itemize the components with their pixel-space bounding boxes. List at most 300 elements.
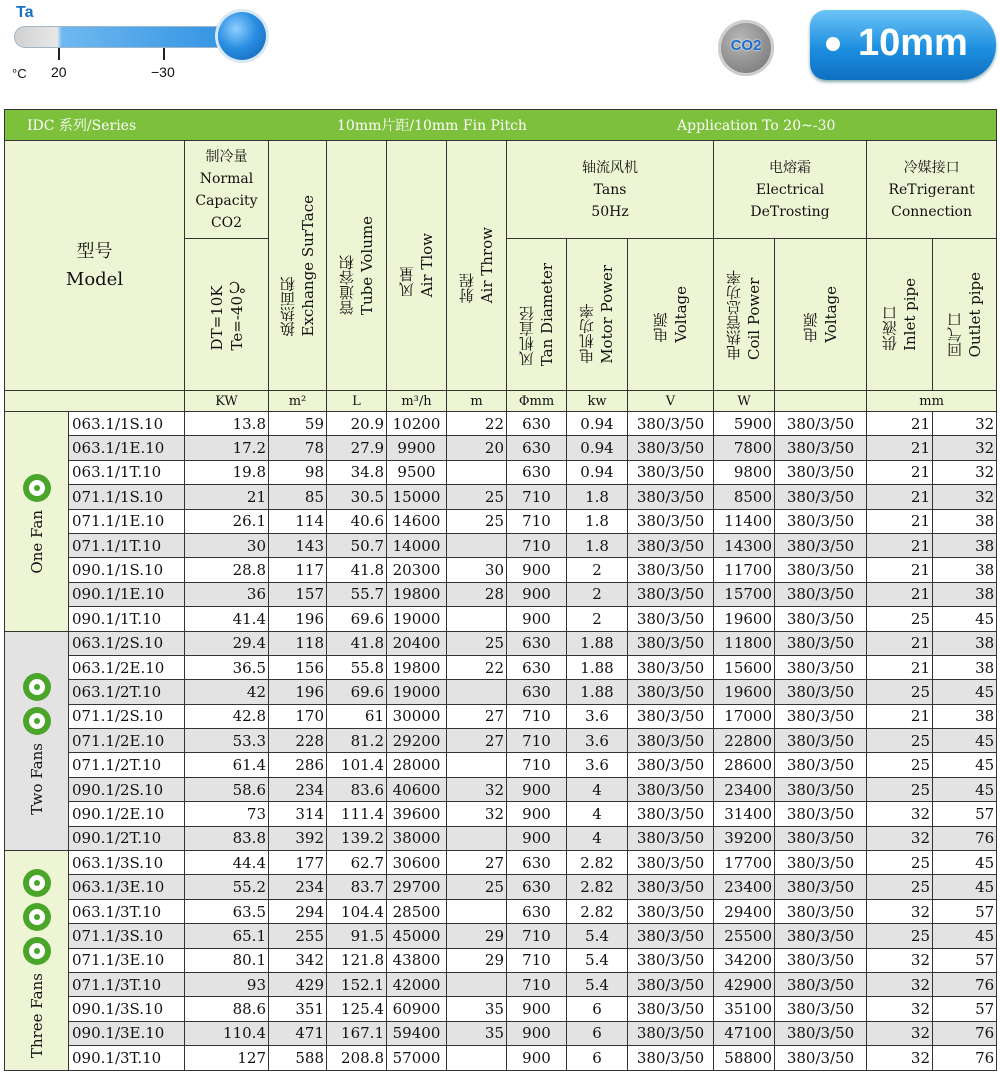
data-cell: 286 bbox=[269, 753, 327, 777]
model-cell: 090.1/3E.10 bbox=[69, 1021, 185, 1045]
data-cell: 60900 bbox=[387, 997, 447, 1021]
data-cell: 2 bbox=[567, 582, 628, 606]
data-cell: 83.7 bbox=[327, 875, 387, 899]
dt-line2: Te=-40℃ bbox=[227, 278, 246, 351]
model-cell: 063.1/3E.10 bbox=[69, 875, 185, 899]
data-cell: 32 bbox=[867, 899, 933, 923]
coil-header bbox=[714, 239, 775, 391]
data-cell: 255 bbox=[269, 924, 327, 948]
data-cell: 630 bbox=[507, 875, 567, 899]
model-cell: 071.1/1S.10 bbox=[69, 485, 185, 509]
defrost-en1: Electrical bbox=[755, 181, 825, 198]
fan-group-cell bbox=[5, 851, 69, 1071]
data-cell: 69.6 bbox=[327, 680, 387, 704]
data-cell: 59 bbox=[269, 412, 327, 436]
data-cell: 156 bbox=[269, 655, 327, 679]
data-cell: 380/3/50 bbox=[775, 631, 867, 655]
data-cell: 29700 bbox=[387, 875, 447, 899]
data-cell: 19000 bbox=[387, 680, 447, 704]
table-row bbox=[5, 997, 997, 1021]
data-cell: 380/3/50 bbox=[775, 924, 867, 948]
unit-label: °C bbox=[12, 66, 27, 81]
unit-empty bbox=[775, 391, 867, 412]
table-row bbox=[5, 948, 997, 972]
header-row-1 bbox=[5, 141, 997, 239]
data-cell: 380/3/50 bbox=[628, 436, 714, 460]
table-row bbox=[5, 485, 997, 509]
data-cell: 117 bbox=[269, 558, 327, 582]
data-cell: 35 bbox=[447, 997, 507, 1021]
data-cell: 76 bbox=[933, 826, 997, 850]
data-cell: 32 bbox=[447, 802, 507, 826]
data-cell: 32 bbox=[867, 802, 933, 826]
data-cell: 83.6 bbox=[327, 777, 387, 801]
data-cell: 38 bbox=[933, 631, 997, 655]
data-cell: 45 bbox=[933, 607, 997, 631]
data-cell: 22800 bbox=[714, 729, 775, 753]
data-cell: 380/3/50 bbox=[775, 460, 867, 484]
data-cell: 380/3/50 bbox=[628, 509, 714, 533]
data-cell: 0.94 bbox=[567, 436, 628, 460]
data-cell: 21 bbox=[867, 655, 933, 679]
thermometer-bar bbox=[14, 26, 250, 48]
table-row bbox=[5, 924, 997, 948]
capacity-header bbox=[185, 141, 269, 239]
data-cell: 14300 bbox=[714, 533, 775, 557]
unit-pipe-mm: mm bbox=[867, 391, 997, 412]
fans-cn: 轴流风机 bbox=[582, 159, 638, 176]
data-cell: 234 bbox=[269, 777, 327, 801]
data-cell: 76 bbox=[933, 972, 997, 996]
data-cell: 152.1 bbox=[327, 972, 387, 996]
data-cell: 380/3/50 bbox=[775, 899, 867, 923]
data-cell: 21 bbox=[867, 533, 933, 557]
data-cell: 6 bbox=[567, 1021, 628, 1045]
tick-30 bbox=[163, 48, 165, 60]
model-header-cn: 型号 bbox=[76, 240, 113, 262]
data-cell: 35 bbox=[447, 1021, 507, 1045]
def-volt-en: Voltage bbox=[821, 286, 840, 343]
title-fin: 10mm片距/10mm Fin Pitch bbox=[337, 118, 527, 134]
data-cell: 21 bbox=[867, 582, 933, 606]
data-cell: 900 bbox=[507, 777, 567, 801]
data-cell: 380/3/50 bbox=[775, 875, 867, 899]
model-cell: 090.1/2E.10 bbox=[69, 802, 185, 826]
data-cell: 6 bbox=[567, 1046, 628, 1070]
data-cell: 2.82 bbox=[567, 899, 628, 923]
data-cell: 17000 bbox=[714, 704, 775, 728]
data-cell: 45 bbox=[933, 777, 997, 801]
unit-l: L bbox=[327, 391, 387, 412]
data-cell: 27 bbox=[447, 729, 507, 753]
data-cell bbox=[447, 1046, 507, 1070]
data-cell: 25 bbox=[867, 680, 933, 704]
data-cell: 900 bbox=[507, 558, 567, 582]
data-cell: 380/3/50 bbox=[628, 680, 714, 704]
data-cell: 380/3/50 bbox=[775, 948, 867, 972]
data-cell: 42000 bbox=[387, 972, 447, 996]
data-cell: 380/3/50 bbox=[775, 680, 867, 704]
outlet-cn: 回气口 bbox=[945, 312, 964, 358]
table-row bbox=[5, 753, 997, 777]
data-cell: 380/3/50 bbox=[628, 631, 714, 655]
data-cell bbox=[447, 680, 507, 704]
table-row bbox=[5, 972, 997, 996]
data-cell: 1.8 bbox=[567, 509, 628, 533]
table-row bbox=[5, 826, 997, 850]
data-cell: 0.94 bbox=[567, 460, 628, 484]
fan-group-label: Three Fans bbox=[27, 972, 46, 1058]
unit-mm: Φmm bbox=[507, 391, 567, 412]
data-cell: 38 bbox=[933, 655, 997, 679]
data-cell: 380/3/50 bbox=[628, 460, 714, 484]
data-cell: 17.2 bbox=[185, 436, 269, 460]
outlet-header bbox=[933, 239, 997, 391]
data-cell: 3.6 bbox=[567, 753, 628, 777]
data-cell: 380/3/50 bbox=[628, 875, 714, 899]
data-cell: 80.1 bbox=[185, 948, 269, 972]
data-cell: 23400 bbox=[714, 875, 775, 899]
model-cell: 090.1/2S.10 bbox=[69, 777, 185, 801]
motor-header bbox=[567, 239, 628, 391]
data-cell: 228 bbox=[269, 729, 327, 753]
data-cell: 78 bbox=[269, 436, 327, 460]
data-cell: 10200 bbox=[387, 412, 447, 436]
model-cell: 071.1/3E.10 bbox=[69, 948, 185, 972]
data-cell: 2 bbox=[567, 607, 628, 631]
data-cell: 9500 bbox=[387, 460, 447, 484]
surface-en: Exchange SurTace bbox=[298, 194, 317, 337]
model-cell: 063.1/3T.10 bbox=[69, 899, 185, 923]
data-cell: 380/3/50 bbox=[775, 412, 867, 436]
data-cell: 143 bbox=[269, 533, 327, 557]
fan-dia-header bbox=[507, 239, 567, 391]
data-cell: 25 bbox=[447, 875, 507, 899]
data-cell: 45 bbox=[933, 924, 997, 948]
data-cell: 57 bbox=[933, 802, 997, 826]
data-cell: 15000 bbox=[387, 485, 447, 509]
data-cell: 32 bbox=[867, 1021, 933, 1045]
refrig-cn: 冷媒接口 bbox=[903, 159, 960, 176]
data-cell: 22 bbox=[447, 655, 507, 679]
throw-en: Air Throw bbox=[477, 227, 496, 304]
data-cell: 380/3/50 bbox=[628, 558, 714, 582]
data-cell: 1.88 bbox=[567, 680, 628, 704]
data-cell: 177 bbox=[269, 851, 327, 875]
data-cell: 93 bbox=[185, 972, 269, 996]
data-cell: 9900 bbox=[387, 436, 447, 460]
data-cell: 710 bbox=[507, 533, 567, 557]
data-cell: 380/3/50 bbox=[775, 826, 867, 850]
data-cell: 25 bbox=[447, 509, 507, 533]
data-cell: 118 bbox=[269, 631, 327, 655]
table-row bbox=[5, 582, 997, 606]
data-cell: 19600 bbox=[714, 680, 775, 704]
data-cell: 630 bbox=[507, 460, 567, 484]
fan-icon bbox=[23, 903, 51, 931]
data-cell: 32 bbox=[933, 485, 997, 509]
data-cell: 380/3/50 bbox=[628, 1021, 714, 1045]
table-row bbox=[5, 436, 997, 460]
data-cell: 8500 bbox=[714, 485, 775, 509]
title-application: Application To 20~-30 bbox=[677, 118, 836, 134]
data-cell: 30600 bbox=[387, 851, 447, 875]
data-cell: 45 bbox=[933, 680, 997, 704]
model-cell: 071.1/3S.10 bbox=[69, 924, 185, 948]
data-cell: 69.6 bbox=[327, 607, 387, 631]
fan-icon bbox=[23, 937, 51, 965]
data-cell: 30 bbox=[447, 558, 507, 582]
dt-header bbox=[185, 239, 269, 391]
data-cell: 104.4 bbox=[327, 899, 387, 923]
data-cell: 380/3/50 bbox=[628, 777, 714, 801]
data-cell: 45 bbox=[933, 729, 997, 753]
model-cell: 090.1/3S.10 bbox=[69, 997, 185, 1021]
fan-dia-cn: 风机直径 bbox=[517, 306, 536, 367]
ta-label: Ta bbox=[16, 4, 34, 21]
table-row bbox=[5, 680, 997, 704]
data-cell: 3.6 bbox=[567, 704, 628, 728]
thermometer-bulb-icon bbox=[218, 12, 266, 60]
data-cell: 38 bbox=[933, 533, 997, 557]
airflow-en: Air Tlow bbox=[417, 233, 436, 298]
data-cell: 32 bbox=[447, 777, 507, 801]
table-row bbox=[5, 704, 997, 728]
data-cell: 81.2 bbox=[327, 729, 387, 753]
data-cell: 13.8 bbox=[185, 412, 269, 436]
model-cell: 063.1/2E.10 bbox=[69, 655, 185, 679]
data-cell: 1.88 bbox=[567, 655, 628, 679]
data-cell: 47100 bbox=[714, 1021, 775, 1045]
data-cell: 30000 bbox=[387, 704, 447, 728]
data-cell: 630 bbox=[507, 655, 567, 679]
data-cell: 28 bbox=[447, 582, 507, 606]
data-cell: 27 bbox=[447, 704, 507, 728]
motor-cn: 电机功率 bbox=[578, 303, 596, 364]
model-cell: 071.1/1E.10 bbox=[69, 509, 185, 533]
fan-group-label: Two Fans bbox=[27, 742, 46, 815]
outlet-en: Outlet pipe bbox=[965, 271, 984, 358]
table-row bbox=[5, 460, 997, 484]
data-cell: 208.8 bbox=[327, 1046, 387, 1070]
unit-blank bbox=[5, 391, 185, 412]
data-cell: 900 bbox=[507, 826, 567, 850]
data-cell: 0.94 bbox=[567, 412, 628, 436]
data-cell: 630 bbox=[507, 899, 567, 923]
airflow-header bbox=[387, 141, 447, 391]
data-cell: 25 bbox=[867, 777, 933, 801]
data-cell: 314 bbox=[269, 802, 327, 826]
data-cell: 20.9 bbox=[327, 412, 387, 436]
data-cell: 38 bbox=[933, 582, 997, 606]
fan-volt-header bbox=[628, 239, 714, 391]
data-cell: 38 bbox=[933, 558, 997, 582]
table-row bbox=[5, 1046, 997, 1070]
unit-m3h: m³/h bbox=[387, 391, 447, 412]
capacity-en3: CO2 bbox=[210, 214, 243, 231]
data-cell: 55.8 bbox=[327, 655, 387, 679]
data-cell: 380/3/50 bbox=[775, 655, 867, 679]
data-cell: 900 bbox=[507, 1046, 567, 1070]
data-cell: 38000 bbox=[387, 826, 447, 850]
data-cell: 630 bbox=[507, 436, 567, 460]
data-cell: 73 bbox=[185, 802, 269, 826]
table-row bbox=[5, 631, 997, 655]
table-row bbox=[5, 777, 997, 801]
data-cell: 21 bbox=[867, 509, 933, 533]
data-cell bbox=[447, 460, 507, 484]
data-cell: 14000 bbox=[387, 533, 447, 557]
data-cell: 25 bbox=[447, 485, 507, 509]
data-cell: 380/3/50 bbox=[628, 851, 714, 875]
capacity-en2: Capacity bbox=[195, 192, 258, 209]
data-cell: 41.8 bbox=[327, 558, 387, 582]
data-cell: 900 bbox=[507, 802, 567, 826]
data-cell: 380/3/50 bbox=[628, 972, 714, 996]
coil-cn: 电热管总功率 bbox=[725, 269, 743, 360]
data-cell: 380/3/50 bbox=[775, 753, 867, 777]
data-cell: 110.4 bbox=[185, 1021, 269, 1045]
data-cell: 28600 bbox=[714, 753, 775, 777]
data-cell: 4 bbox=[567, 777, 628, 801]
data-cell: 196 bbox=[269, 680, 327, 704]
data-cell: 21 bbox=[867, 631, 933, 655]
data-cell: 20 bbox=[447, 436, 507, 460]
model-cell: 090.1/3T.10 bbox=[69, 1046, 185, 1070]
data-cell: 98 bbox=[269, 460, 327, 484]
data-cell bbox=[447, 899, 507, 923]
model-cell: 063.1/3S.10 bbox=[69, 851, 185, 875]
data-cell: 121.8 bbox=[327, 948, 387, 972]
data-cell: 19000 bbox=[387, 607, 447, 631]
fan-group-label: One Fan bbox=[27, 510, 46, 575]
data-cell: 21 bbox=[867, 558, 933, 582]
data-cell: 380/3/50 bbox=[628, 607, 714, 631]
fin-pitch-badge bbox=[810, 10, 996, 80]
data-cell: 34200 bbox=[714, 948, 775, 972]
model-cell: 063.1/2T.10 bbox=[69, 680, 185, 704]
data-cell: 29400 bbox=[714, 899, 775, 923]
volume-en: Tube Volume bbox=[357, 216, 376, 315]
unit-m2: m² bbox=[269, 391, 327, 412]
data-cell: 4 bbox=[567, 802, 628, 826]
table-row bbox=[5, 851, 997, 875]
fan-icon bbox=[23, 474, 51, 502]
data-cell: 32 bbox=[867, 972, 933, 996]
data-cell: 42.8 bbox=[185, 704, 269, 728]
data-cell: 380/3/50 bbox=[775, 558, 867, 582]
defrost-header bbox=[714, 141, 867, 239]
data-cell: 710 bbox=[507, 924, 567, 948]
data-cell: 22 bbox=[447, 412, 507, 436]
data-cell: 5900 bbox=[714, 412, 775, 436]
surface-cn: 换热面积 bbox=[278, 276, 297, 337]
data-cell: 380/3/50 bbox=[628, 826, 714, 850]
data-cell: 392 bbox=[269, 826, 327, 850]
surface-header bbox=[269, 141, 327, 391]
tick-20 bbox=[58, 48, 60, 60]
data-cell: 380/3/50 bbox=[775, 777, 867, 801]
data-cell: 57 bbox=[933, 948, 997, 972]
data-cell: 380/3/50 bbox=[775, 533, 867, 557]
table-row bbox=[5, 875, 997, 899]
data-cell: 55.7 bbox=[327, 582, 387, 606]
data-cell bbox=[447, 826, 507, 850]
data-cell: 380/3/50 bbox=[775, 729, 867, 753]
data-cell: 59400 bbox=[387, 1021, 447, 1045]
table-row bbox=[5, 533, 997, 557]
fan-volt-cn: 电源 bbox=[651, 312, 670, 343]
model-cell: 071.1/3T.10 bbox=[69, 972, 185, 996]
table-row bbox=[5, 729, 997, 753]
data-cell: 380/3/50 bbox=[628, 704, 714, 728]
motor-en: Motor Power bbox=[598, 265, 616, 364]
model-cell: 071.1/2T.10 bbox=[69, 753, 185, 777]
unit-kw: KW bbox=[185, 391, 269, 412]
data-cell: 1.8 bbox=[567, 533, 628, 557]
data-cell: 32 bbox=[867, 997, 933, 1021]
data-cell: 34.8 bbox=[327, 460, 387, 484]
data-cell: 41.8 bbox=[327, 631, 387, 655]
data-cell: 20400 bbox=[387, 631, 447, 655]
data-cell: 39200 bbox=[714, 826, 775, 850]
data-cell: 25 bbox=[867, 924, 933, 948]
data-cell: 21 bbox=[185, 485, 269, 509]
data-cell: 41.4 bbox=[185, 607, 269, 631]
data-cell: 380/3/50 bbox=[628, 582, 714, 606]
data-cell: 234 bbox=[269, 875, 327, 899]
data-cell: 19600 bbox=[714, 607, 775, 631]
data-cell: 83.8 bbox=[185, 826, 269, 850]
data-cell: 710 bbox=[507, 972, 567, 996]
data-cell: 710 bbox=[507, 485, 567, 509]
table-title-row bbox=[5, 110, 997, 141]
data-cell: 11800 bbox=[714, 631, 775, 655]
data-cell: 61.4 bbox=[185, 753, 269, 777]
data-cell: 43800 bbox=[387, 948, 447, 972]
data-cell: 471 bbox=[269, 1021, 327, 1045]
data-cell: 32 bbox=[867, 1046, 933, 1070]
data-cell: 19800 bbox=[387, 582, 447, 606]
data-cell: 26.1 bbox=[185, 509, 269, 533]
data-cell: 2 bbox=[567, 558, 628, 582]
model-cell: 090.1/1S.10 bbox=[69, 558, 185, 582]
data-cell: 5.4 bbox=[567, 948, 628, 972]
data-cell: 63.5 bbox=[185, 899, 269, 923]
inlet-header bbox=[867, 239, 933, 391]
data-cell: 32 bbox=[933, 412, 997, 436]
data-cell: 588 bbox=[269, 1046, 327, 1070]
data-cell: 32 bbox=[867, 948, 933, 972]
data-cell: 38 bbox=[933, 509, 997, 533]
capacity-en1: Normal bbox=[199, 170, 254, 187]
data-cell: 36.5 bbox=[185, 655, 269, 679]
table-row bbox=[5, 655, 997, 679]
inlet-en: Inlet pipe bbox=[900, 278, 919, 351]
unit-m: m bbox=[447, 391, 507, 412]
airflow-cn: 风量 bbox=[397, 267, 416, 298]
data-cell: 380/3/50 bbox=[775, 997, 867, 1021]
fans-header bbox=[507, 141, 714, 239]
data-cell: 40.6 bbox=[327, 509, 387, 533]
data-cell: 630 bbox=[507, 412, 567, 436]
model-header-en: Model bbox=[65, 268, 124, 290]
dt-line1: DT=10K bbox=[207, 285, 226, 351]
inlet-cn: 供液口 bbox=[880, 305, 899, 351]
units-row bbox=[5, 391, 997, 412]
data-cell: 62.7 bbox=[327, 851, 387, 875]
data-cell: 30 bbox=[185, 533, 269, 557]
